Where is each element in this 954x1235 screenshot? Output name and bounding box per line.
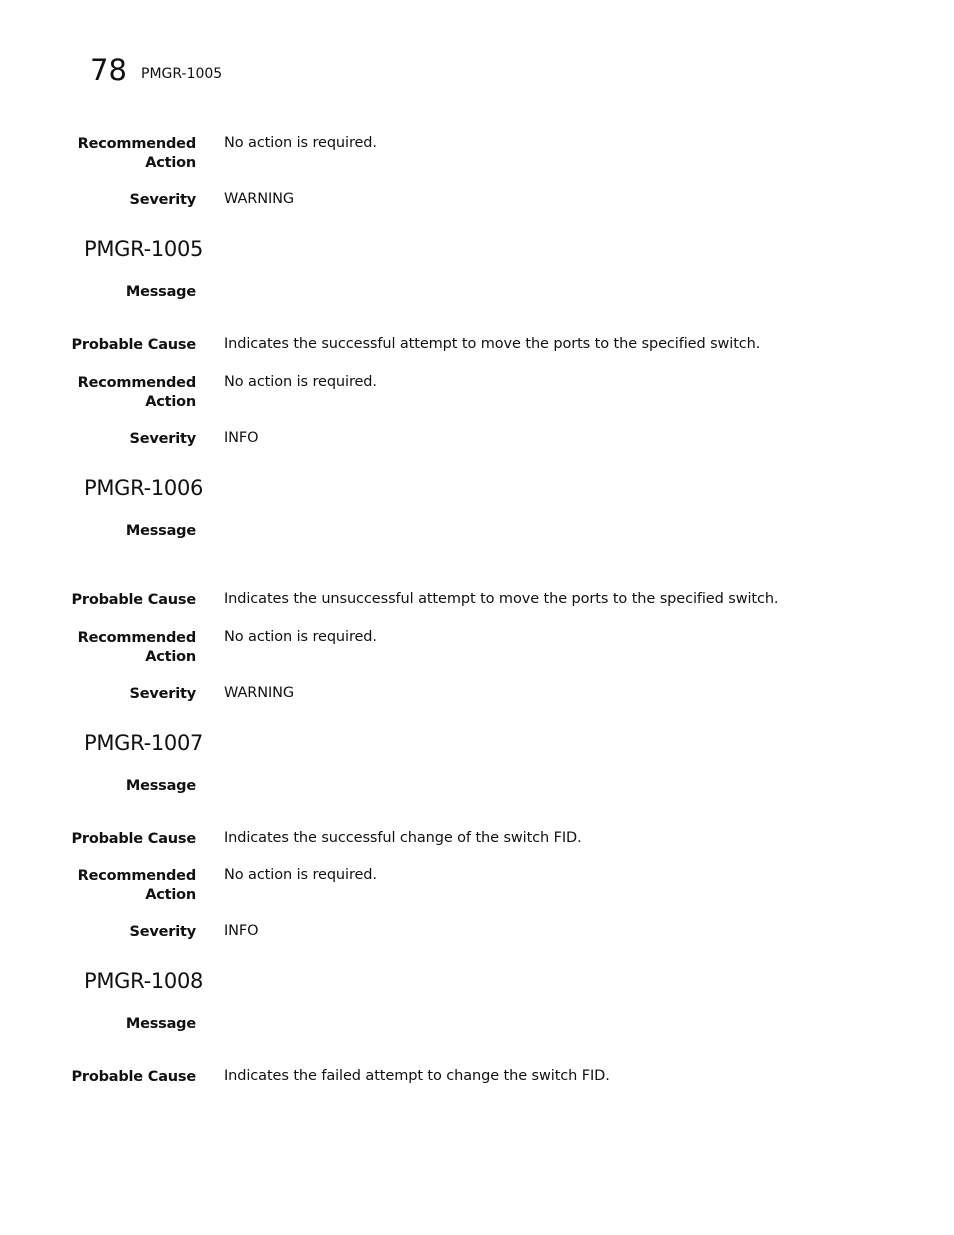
recommended-action-label: Recommended Action (77, 136, 196, 171)
recommended-action-value: No action is required. (224, 867, 377, 883)
message-label: Message (125, 778, 196, 794)
probable-cause-label: Probable Cause (71, 1069, 196, 1085)
severity-value: INFO (224, 923, 259, 939)
probable-cause-label: Probable Cause (71, 592, 196, 608)
severity-value: INFO (224, 430, 259, 446)
severity-label: Severity (129, 431, 196, 447)
recommended-action-label: Recommended Action (77, 375, 196, 410)
recommended-action-label: Recommended Action (77, 868, 196, 903)
message-title: PMGR-1006 (84, 476, 204, 500)
probable-cause-value: Indicates the unsuccessful attempt to move the ports to the specified switch. (224, 591, 779, 607)
message-title: PMGR-1007 (84, 731, 204, 755)
message-label: Message (125, 284, 196, 300)
recommended-action-value: No action is required. (224, 629, 377, 645)
probable-cause-value: Indicates the failed attempt to change the switch FID. (224, 1068, 610, 1084)
severity-value: WARNING (224, 685, 295, 701)
recommended-action-label: Recommended Action (77, 630, 196, 665)
severity-label: Severity (129, 686, 196, 702)
severity-label: Severity (129, 192, 196, 208)
severity-value: WARNING (224, 191, 295, 207)
chapter-number: 78 (90, 53, 127, 87)
severity-label: Severity (129, 924, 196, 940)
message-label: Message (125, 1016, 196, 1032)
message-title: PMGR-1008 (84, 969, 204, 993)
message-label: Message (125, 523, 196, 539)
probable-cause-value: Indicates the successful attempt to move the ports to the specified switch. (224, 336, 761, 352)
probable-cause-label: Probable Cause (71, 831, 196, 847)
probable-cause-value: Indicates the successful change of the switch FID. (224, 830, 582, 846)
recommended-action-value: No action is required. (224, 135, 377, 151)
message-title: PMGR-1005 (84, 237, 204, 261)
recommended-action-value: No action is required. (224, 374, 377, 390)
running-head: PMGR-1005 (141, 66, 223, 82)
probable-cause-label: Probable Cause (71, 337, 196, 353)
